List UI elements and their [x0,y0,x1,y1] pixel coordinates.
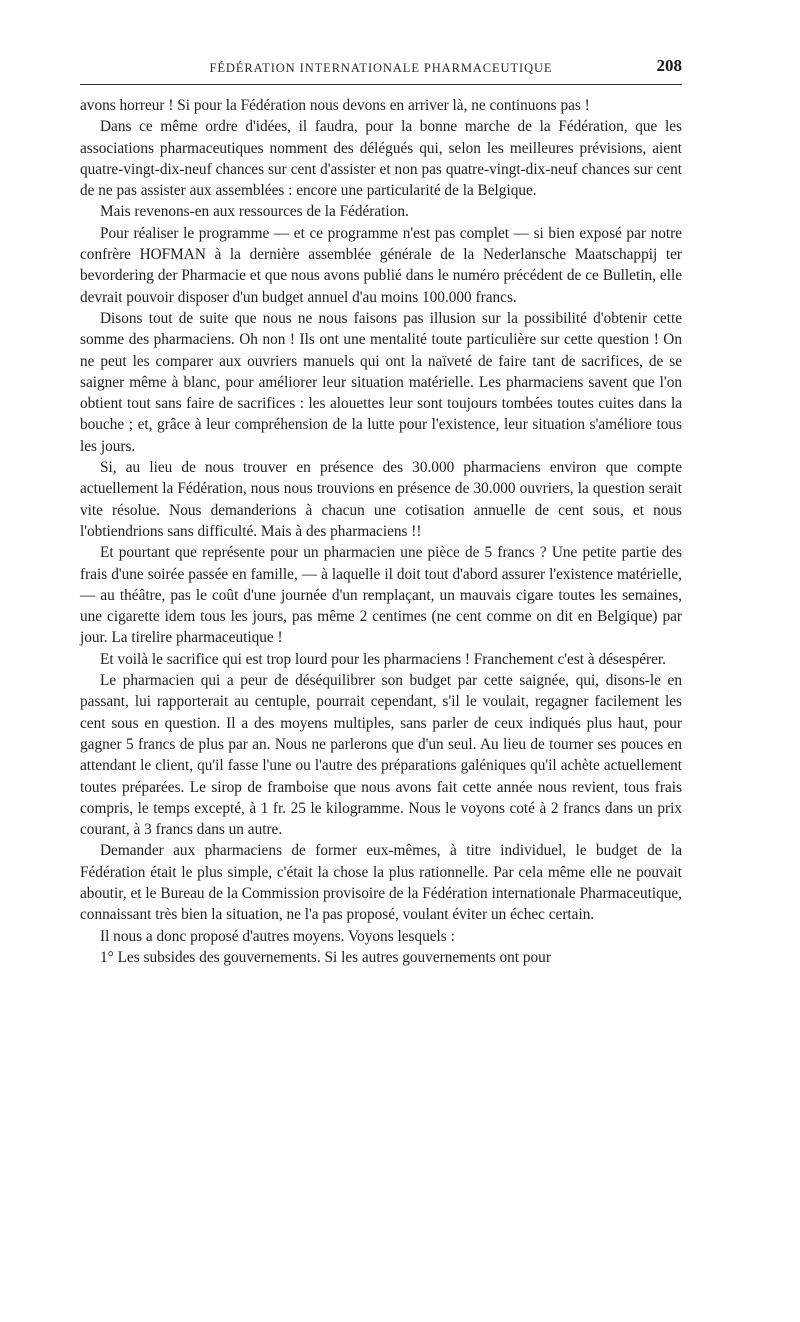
page-number: 208 [656,56,682,75]
document-page [80,52,682,968]
paragraph: Demander aux pharmaciens de former eux-mêmes, à titre individuel, le budget de la Fédération était le plus simple, c'était la chose la plus rationnelle. Par cela même elle ne pouvait aboutir, et le Bureau de la Commission provisoire de la Fédération internationale Pharmaceutique, connaissant très bien la situation, ne l'a pas proposé, voulant éviter un échec certain. [80,842,682,924]
paragraph: avons horreur ! Si pour la Fédération nous devons en arriver là, ne continuons pas ! [80,97,590,114]
running-head [80,52,682,82]
paragraph: Pour réaliser le programme — et ce programme n'est pas complet — si bien exposé par notre confrère HOFMAN à la dernière assemblée générale de la Nederlansche Maatschappij ter bevordering der Pharmacie et que nous avons publié dans le numéro précédent de ce Bulletin, elle devrait pouvoir disposer d'un budget annuel d'au moins 100.000 francs. [80,224,682,306]
paragraph: Et pourtant que représente pour un pharmacien une pièce de 5 francs ? Une petite partie des frais d'une soirée passée en famille, — à laquelle il doit tout d'abord assurer l'existence matérielle, — au théâtre, pas le coût d'une journée d'un remplaçant, un mauvais cigare toutes les semaines, une cigarette idem tous les jours, pas même 2 centimes (ne cent comme on dit en Belgique) par jour. La tirelire pharmaceutique ! [80,544,682,647]
paragraph: Il nous a donc proposé d'autres moyens. Voyons lesquels : [100,927,455,945]
paragraph: Dans ce même ordre d'idées, il faudra, pour la bonne marche de la Fédération, que les associations pharmaceutiques nomment des délégués qui, selon les meilleures prévisions, aient quatre-vingt-dix-neuf chances sur cent d'assister et non pas quatre-vingt-dix-neuf chances sur cent de ne pas assister aux assemblées : encore une particularité de la Belgique. [80,118,682,200]
paragraph: Disons tout de suite que nous ne nous faisons pas illusion sur la possibilité d'obtenir cette somme des pharmaciens. Oh non ! Ils ont une mentalité toute particulière sur cette question ! On ne peut les comparer aux ouvriers manuels qui ont la naïveté de faire tant de sacrifices, de se saigner même à blanc, pour améliorer leur situation matérielle. Les pharmaciens savent que l'on obtient tout sans faire de sacrifices : les alouettes leur sont toujours tombées toutes cuites dans la bouche ; et, grâce à leur compréhension de la lutte pour l'existence, leur situation s'améliore tous les jours. [80,309,682,455]
body-text [80,95,682,968]
running-title: FÉDÉRATION INTERNATIONALE PHARMACEUTIQUE [209,61,553,75]
paragraph: Mais revenons-en aux ressources de la Fédération. [100,203,409,221]
paragraph: Et voilà le sacrifice qui est trop lourd pour les pharmaciens ! Franchement c'est à désespérer. [100,650,666,668]
paragraph: Le pharmacien qui a peur de déséquilibrer son budget par cette saignée, qui, disons-le en passant, lui rapporterait au centuple, pourrait cependant, s'il le voulait, regagner facilement les cent sous en question. Il a des moyens multiples, sans parler de ceux indiqués plus haut, pour gagner 5 francs de plus par an. Nous ne parlerons que d'un seul. Au lieu de tourner ses pouces en attendant le client, qu'il fasse l'une ou l'autre des préparations galéniques qu'il achète actuellement toutes préparées. Le sirop de framboise que nous avons fait cette année nous revient, tous frais compris, le temps excepté, à 1 fr. 25 le kilogramme. Nous le voyons coté à 2 francs dans un prix courant, à 3 francs dans un autre. [80,672,682,839]
paragraph: 1° Les subsides des gouvernements. Si les autres gouvernements ont pour [100,948,551,966]
header-rule [80,84,682,85]
paragraph: Si, au lieu de nous trouver en présence des 30.000 pharmaciens environ que compte actuellement la Fédération, nous nous trouvions en présence de 30.000 ouvriers, la question serait vite résolue. Nous demanderions à chacun une cotisation annuelle de cent sous, et nous l'obtiendrions sans difficulté. Mais à des pharmaciens !! [80,459,682,540]
